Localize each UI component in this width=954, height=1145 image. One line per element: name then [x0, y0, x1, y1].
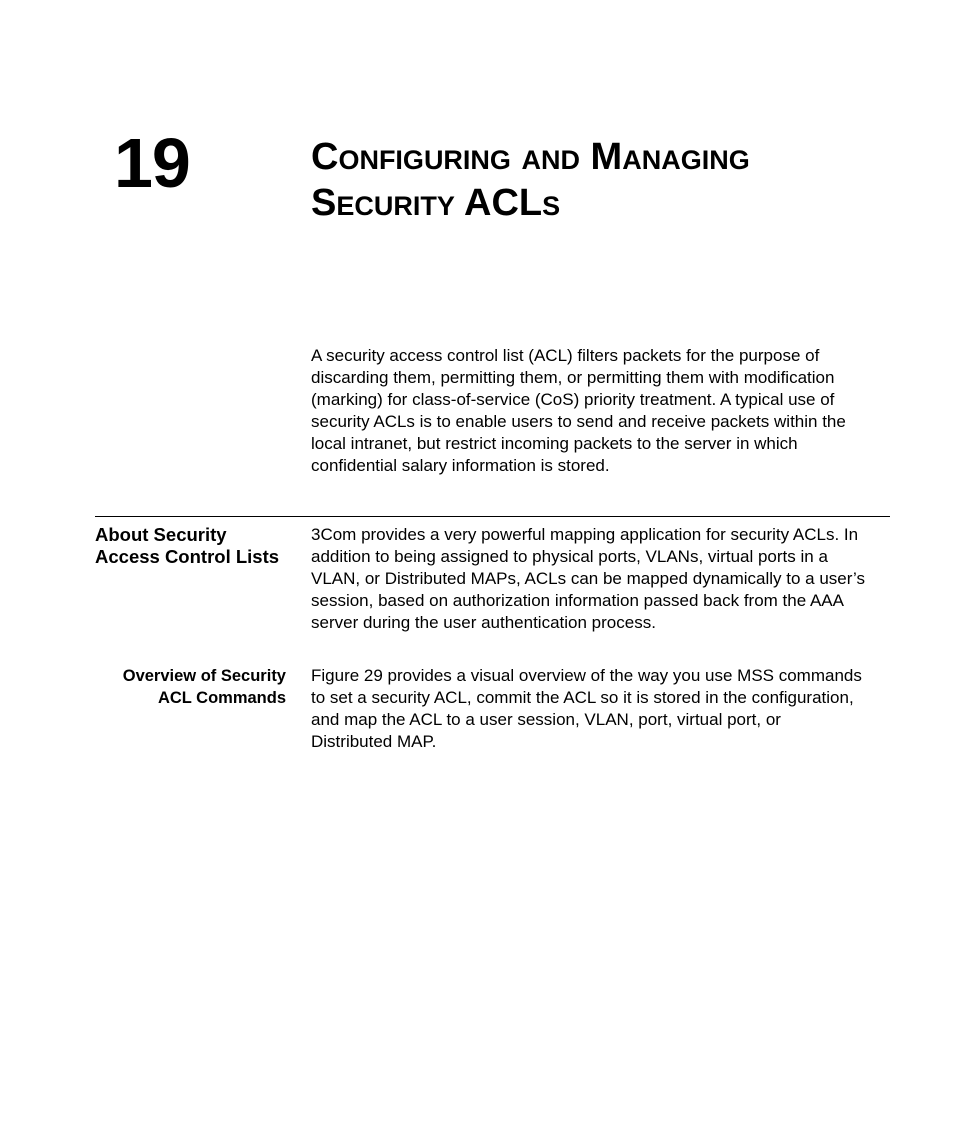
- paragraph-line: to set a security ACL, commit the ACL so it is stored in the configuration,: [311, 688, 854, 707]
- heading-line: Overview of Security: [122, 667, 286, 685]
- chapter-title-line: Configuring and Managing: [311, 136, 750, 178]
- subsection-heading-overview: [80, 665, 286, 709]
- paragraph-line: discarding them, permitting them, or permitting them with modification: [311, 368, 835, 387]
- paragraph-line: A security access control list (ACL) filters packets for the purpose of: [311, 346, 820, 365]
- chapter-title-line: Security ACLs: [311, 182, 561, 224]
- paragraph-line: session, based on authorization information passed back from the AAA: [311, 591, 844, 610]
- about-paragraph: [311, 524, 889, 634]
- paragraph-line: server during the user authentication process.: [311, 613, 656, 632]
- section-divider: [95, 516, 890, 517]
- paragraph-line: addition to being assigned to physical ports, VLANs, virtual ports in a: [311, 547, 828, 566]
- heading-line: ACL Commands: [157, 689, 286, 707]
- paragraph-line: VLAN, or Distributed MAPs, ACLs can be mapped dynamically to a user’s: [311, 569, 866, 588]
- overview-paragraph: [311, 665, 889, 753]
- paragraph-line: and map the ACL to a user session, VLAN, port, virtual port, or: [311, 710, 781, 729]
- paragraph-line: security ACLs is to enable users to send and receive packets within the: [311, 412, 846, 431]
- paragraph-line: (marking) for class-of-service (CoS) priority treatment. A typical use of: [311, 390, 835, 409]
- heading-line: About Security: [95, 524, 227, 545]
- paragraph-line: Distributed MAP.: [311, 732, 437, 751]
- paragraph-line: confidential salary information is stored.: [311, 456, 610, 475]
- chapter-number: 19: [114, 124, 190, 202]
- intro-paragraph: [311, 345, 889, 477]
- section-heading-about: [95, 524, 305, 568]
- paragraph-line: Figure 29 provides a visual overview of the way you use MSS commands: [311, 666, 862, 685]
- paragraph-line: local intranet, but restrict incoming packets to the server in which: [311, 434, 798, 453]
- paragraph-line: 3Com provides a very powerful mapping application for security ACLs. In: [311, 525, 859, 544]
- heading-line: Access Control Lists: [95, 546, 280, 567]
- chapter-title: [311, 134, 911, 226]
